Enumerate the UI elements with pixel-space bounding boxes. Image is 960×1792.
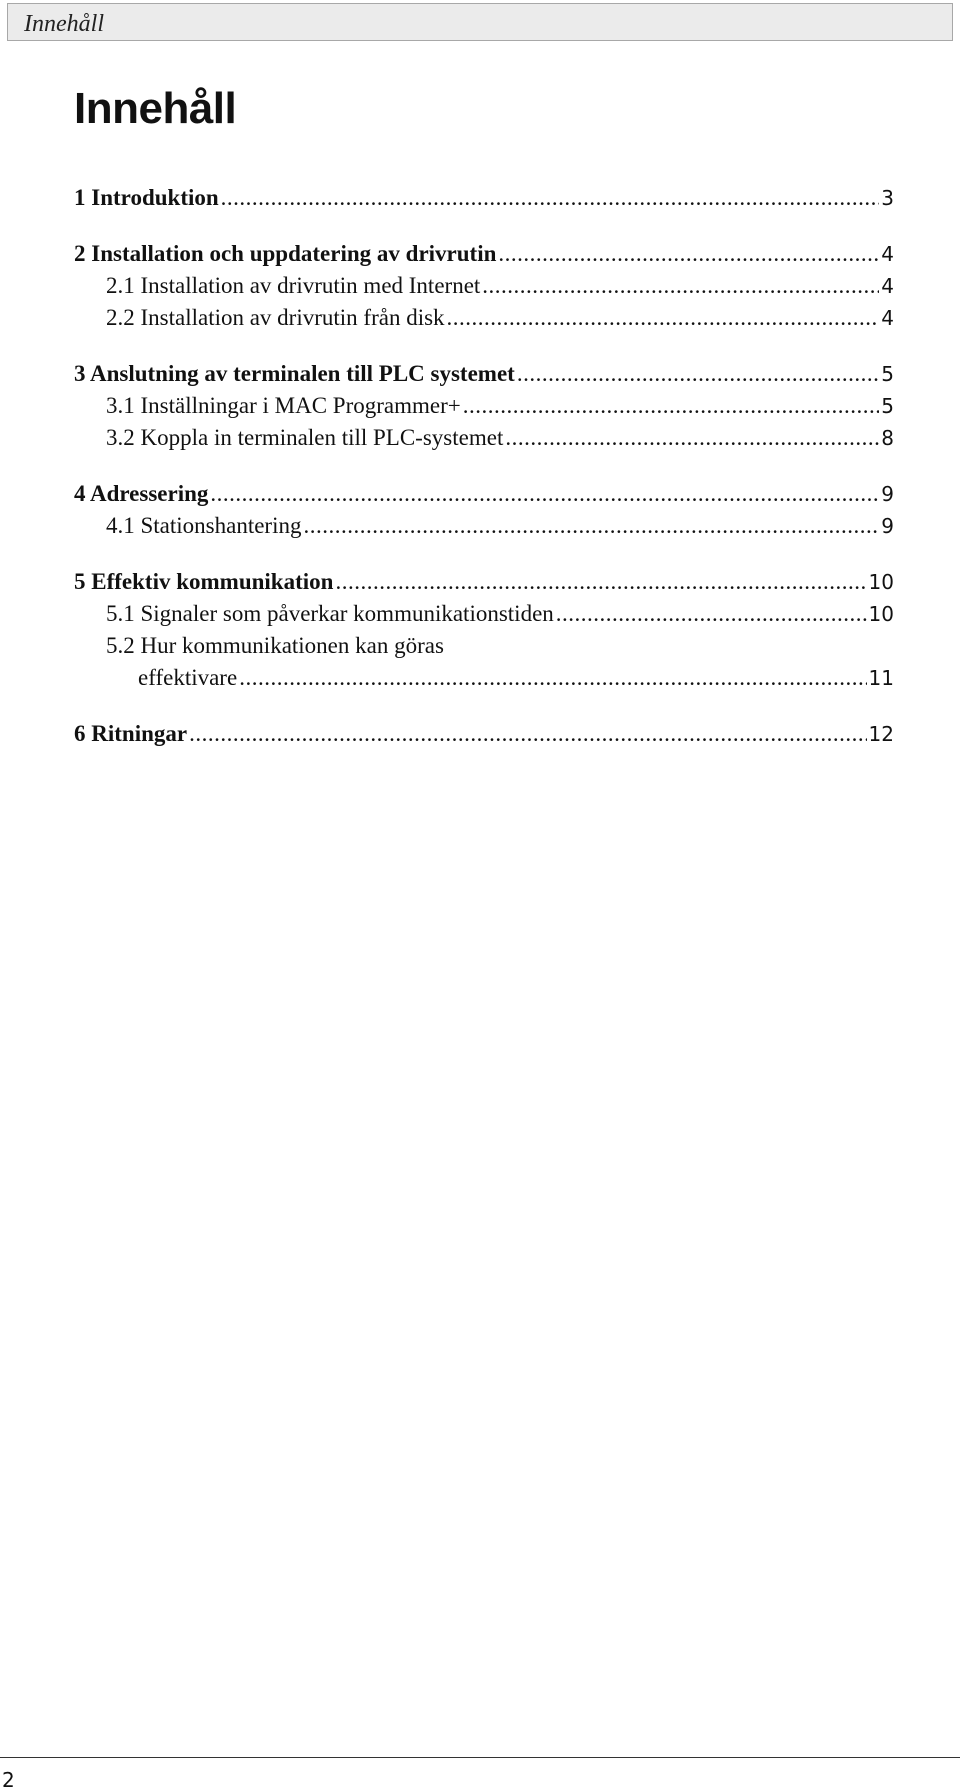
toc-entry-chapter-6[interactable] (74, 718, 894, 750)
toc-entry-section-5-2[interactable] (74, 630, 894, 694)
toc-entry-page: 8 (881, 426, 894, 450)
toc-entry-chapter-2[interactable] (74, 238, 894, 270)
toc-entry-title: 2.1 Installation av drivrutin med Internet (106, 273, 481, 298)
section-spacer (74, 334, 894, 358)
dot-leader (210, 478, 879, 510)
dot-leader (556, 598, 867, 630)
page-title: Innehåll (74, 84, 237, 133)
running-header-title: Innehåll (24, 11, 104, 37)
section-spacer (74, 542, 894, 566)
dot-leader (221, 182, 880, 214)
toc-entry-page: 4 (881, 242, 894, 266)
toc-entry-title: 1 Introduktion (74, 185, 219, 210)
toc-entry-section-2-2[interactable] (74, 302, 894, 334)
toc-entry-title: 5.2 Hur kommunikationen kan göras (106, 633, 444, 658)
dot-leader (498, 238, 879, 270)
toc-entry-title: 2.2 Installation av drivrutin från disk (106, 305, 445, 330)
toc-entry-title: 4.1 Stationshantering (106, 513, 302, 538)
toc-entry-chapter-4[interactable] (74, 478, 894, 510)
toc-entry-page: 5 (881, 362, 894, 386)
toc-entry-chapter-1[interactable] (74, 182, 894, 214)
toc-entry-page: 11 (868, 666, 894, 690)
toc-entry-section-3-2[interactable] (74, 422, 894, 454)
dot-leader (335, 566, 866, 598)
toc-entry-continuation (106, 662, 894, 694)
toc-entry-title: 3.1 Inställningar i MAC Programmer+ (106, 393, 461, 418)
toc-entry-title: 3.2 Koppla in terminalen till PLC-systemet (106, 425, 504, 450)
section-spacer (74, 214, 894, 238)
running-header (7, 3, 953, 41)
toc-entry-title-continued: effektivare (138, 665, 238, 690)
dot-leader (189, 718, 866, 750)
toc-entry-title: 6 Ritningar (74, 721, 188, 746)
dot-leader (447, 302, 880, 334)
toc-entry-page: 10 (868, 602, 894, 626)
dot-leader (239, 662, 866, 694)
dot-leader (482, 270, 879, 302)
section-spacer (74, 454, 894, 478)
table-of-contents (74, 182, 894, 750)
toc-entry-page: 3 (881, 186, 894, 210)
dot-leader (505, 422, 879, 454)
toc-entry-page: 12 (868, 722, 894, 746)
toc-entry-section-4-1[interactable] (74, 510, 894, 542)
toc-entry-title: 2 Installation och uppdatering av drivrutin (74, 241, 497, 266)
dot-leader (303, 510, 879, 542)
toc-entry-section-2-1[interactable] (74, 270, 894, 302)
dot-leader (463, 390, 880, 422)
toc-entry-title: 5 Effektiv kommunikation (74, 569, 334, 594)
toc-entry-chapter-5[interactable] (74, 566, 894, 598)
footer-rule (0, 1757, 960, 1758)
toc-entry-section-3-1[interactable] (74, 390, 894, 422)
dot-leader (517, 358, 879, 390)
toc-entry-title: 5.1 Signaler som påverkar kommunikationstiden (106, 601, 554, 626)
toc-entry-page: 9 (881, 514, 894, 538)
section-spacer (74, 694, 894, 718)
toc-entry-page: 4 (881, 274, 894, 298)
toc-entry-title: 4 Adressering (74, 481, 209, 506)
toc-entry-page: 9 (881, 482, 894, 506)
toc-entry-chapter-3[interactable] (74, 358, 894, 390)
toc-entry-page: 5 (881, 394, 894, 418)
toc-entry-title: 3 Anslutning av terminalen till PLC systemet (74, 361, 515, 386)
page-number: 2 (2, 1768, 15, 1792)
toc-entry-page: 4 (881, 306, 894, 330)
toc-entry-page: 10 (868, 570, 894, 594)
toc-entry-section-5-1[interactable] (74, 598, 894, 630)
